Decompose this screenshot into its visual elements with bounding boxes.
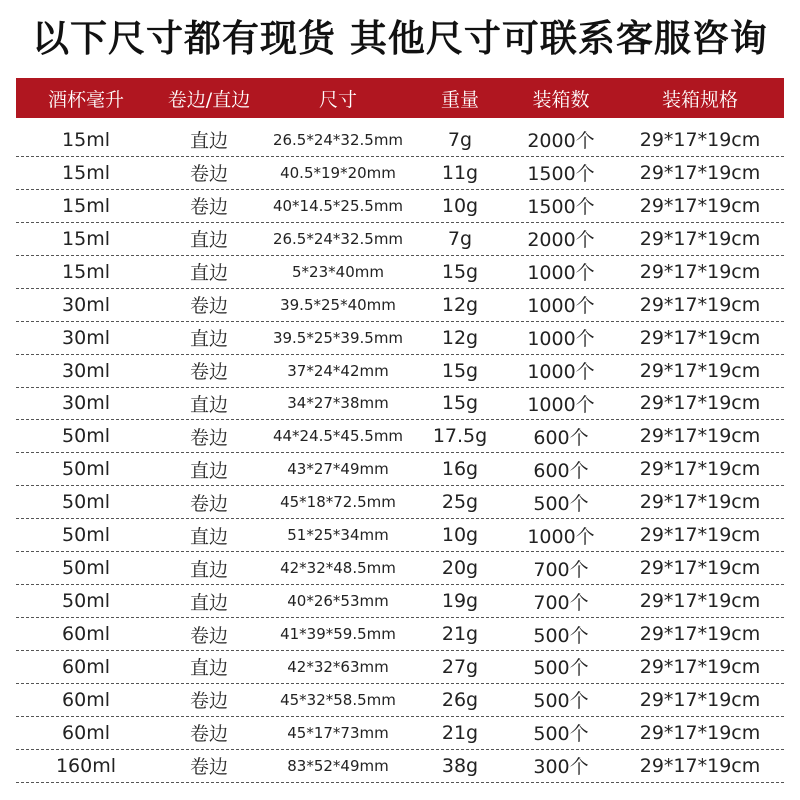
cell-size: 45*18*72.5mm: [280, 493, 396, 512]
cell-edge-type: 卷边: [189, 756, 228, 779]
header-size: 尺寸: [318, 88, 357, 111]
cell-edge-type: 卷边: [189, 361, 228, 384]
cell-box-quantity: 600个: [533, 459, 589, 482]
cell-capacity: 15ml: [62, 260, 110, 283]
cell-box-spec: 29*17*19cm: [639, 655, 761, 678]
cell-box-quantity: 1500个: [527, 196, 595, 219]
header-edge-type: 卷边/直边: [167, 88, 251, 111]
cell-capacity: 30ml: [62, 359, 110, 382]
cell-size: 5*23*40mm: [292, 262, 384, 281]
cell-edge-type: 卷边: [189, 690, 228, 713]
table-row: [16, 684, 784, 717]
table-row: [16, 157, 784, 190]
cell-box-quantity: 1000个: [527, 295, 595, 318]
cell-edge-type: 直边: [189, 393, 228, 416]
cell-box-quantity: 500个: [533, 492, 589, 515]
cell-box-spec: 29*17*19cm: [639, 623, 761, 646]
table-row: [16, 322, 784, 355]
cell-box-spec: 29*17*19cm: [639, 491, 761, 514]
cell-box-quantity: 1000个: [527, 262, 595, 285]
cell-box-spec: 29*17*19cm: [639, 590, 761, 613]
cell-box-quantity: 1000个: [527, 393, 595, 416]
table-row: [16, 618, 784, 651]
cell-weight: 15g: [441, 359, 479, 382]
cell-size: 34*27*38mm: [287, 394, 389, 413]
cell-weight: 12g: [441, 326, 479, 349]
cell-capacity: 15ml: [62, 128, 110, 151]
cell-capacity: 50ml: [62, 425, 110, 448]
table-row: [16, 453, 784, 486]
cell-capacity: 50ml: [62, 590, 110, 613]
cell-capacity: 30ml: [62, 293, 110, 316]
cell-box-spec: 29*17*19cm: [639, 128, 761, 151]
cell-capacity: 15ml: [62, 194, 110, 217]
cell-capacity: 50ml: [62, 524, 110, 547]
cell-weight: 21g: [441, 721, 479, 744]
cell-capacity: 50ml: [62, 458, 110, 481]
cell-size: 40*14.5*25.5mm: [272, 196, 404, 215]
cell-capacity: 60ml: [62, 655, 110, 678]
cell-box-quantity: 700个: [533, 591, 589, 614]
cell-weight: 19g: [441, 590, 479, 613]
cell-capacity: 30ml: [62, 326, 110, 349]
cell-size: 41*39*59.5mm: [280, 625, 396, 644]
cell-weight: 25g: [441, 491, 479, 514]
cell-box-quantity: 300个: [533, 756, 589, 779]
cell-box-quantity: 1000个: [527, 328, 595, 351]
cell-box-spec: 29*17*19cm: [639, 524, 761, 547]
cell-box-spec: 29*17*19cm: [639, 293, 761, 316]
cell-size: 42*32*63mm: [287, 657, 389, 676]
page-title: 以下尺寸都有现货 其他尺寸可联系客服咨询: [32, 17, 768, 60]
cell-box-quantity: 2000个: [527, 130, 595, 153]
table-row: [16, 717, 784, 750]
cell-box-quantity: 500个: [533, 723, 589, 746]
table-row: [16, 256, 784, 289]
cell-weight: 15g: [441, 392, 479, 415]
cell-size: 45*17*73mm: [287, 723, 389, 742]
cell-edge-type: 直边: [189, 229, 228, 252]
cell-box-quantity: 2000个: [527, 229, 595, 252]
cell-weight: 20g: [441, 557, 479, 580]
cell-box-spec: 29*17*19cm: [639, 557, 761, 580]
cell-edge-type: 直边: [189, 459, 228, 482]
cell-box-quantity: 1000个: [527, 525, 595, 548]
cell-box-quantity: 1000个: [527, 361, 595, 384]
cell-edge-type: 直边: [189, 657, 228, 680]
cell-edge-type: 直边: [189, 525, 228, 548]
cell-size: 40*26*53mm: [287, 592, 389, 611]
table-row: [16, 420, 784, 453]
cell-size: 40.5*19*20mm: [280, 163, 396, 182]
cell-edge-type: 直边: [189, 328, 228, 351]
cell-box-spec: 29*17*19cm: [639, 161, 761, 184]
cell-size: 37*24*42mm: [287, 361, 389, 380]
cell-weight: 16g: [441, 458, 479, 481]
cell-size: 26.5*24*32.5mm: [272, 130, 404, 149]
cell-capacity: 60ml: [62, 721, 110, 744]
cell-capacity: 30ml: [62, 392, 110, 415]
cell-box-spec: 29*17*19cm: [639, 754, 761, 777]
cell-box-quantity: 700个: [533, 558, 589, 581]
cell-box-spec: 29*17*19cm: [639, 227, 761, 250]
cell-size: 44*24.5*45.5mm: [272, 427, 404, 446]
cell-size: 83*52*49mm: [287, 756, 389, 775]
table-row: [16, 289, 784, 322]
cell-size: 42*32*48.5mm: [280, 559, 396, 578]
cell-capacity: 15ml: [62, 161, 110, 184]
table-row: [16, 651, 784, 684]
cell-capacity: 60ml: [62, 688, 110, 711]
table-row: [16, 750, 784, 783]
cell-weight: 7g: [447, 227, 473, 250]
cell-box-spec: 29*17*19cm: [639, 425, 761, 448]
cell-box-spec: 29*17*19cm: [639, 721, 761, 744]
header-box-quantity: 装箱数: [532, 88, 590, 111]
cell-size: 43*27*49mm: [287, 460, 389, 479]
table-row: [16, 223, 784, 256]
cell-box-spec: 29*17*19cm: [639, 194, 761, 217]
table-row: [16, 388, 784, 421]
table-header: [16, 78, 784, 118]
cell-weight: 27g: [441, 655, 479, 678]
table-row: [16, 190, 784, 223]
cell-edge-type: 直边: [189, 130, 228, 153]
cell-capacity: 15ml: [62, 227, 110, 250]
cell-weight: 7g: [447, 128, 473, 151]
cell-edge-type: 直边: [189, 262, 228, 285]
cell-weight: 10g: [441, 524, 479, 547]
cell-box-quantity: 600个: [533, 426, 589, 449]
cell-weight: 12g: [441, 293, 479, 316]
cell-box-spec: 29*17*19cm: [639, 458, 761, 481]
table-row: [16, 486, 784, 519]
cell-size: 39.5*25*39.5mm: [272, 328, 404, 347]
header-box-spec: 装箱规格: [661, 88, 738, 111]
cell-box-spec: 29*17*19cm: [639, 326, 761, 349]
table-body: [16, 124, 784, 783]
cell-capacity: 160ml: [55, 754, 117, 777]
cell-box-quantity: 500个: [533, 624, 589, 647]
cell-size: 26.5*24*32.5mm: [272, 229, 404, 248]
cell-edge-type: 直边: [189, 591, 228, 614]
header-capacity: 酒杯毫升: [47, 88, 124, 111]
cell-capacity: 60ml: [62, 623, 110, 646]
cell-box-spec: 29*17*19cm: [639, 359, 761, 382]
cell-edge-type: 卷边: [189, 295, 228, 318]
table-row: [16, 552, 784, 585]
cell-size: 51*25*34mm: [287, 526, 389, 545]
cell-size: 39.5*25*40mm: [280, 295, 396, 314]
table-row: [16, 355, 784, 388]
cell-weight: 11g: [441, 161, 479, 184]
table-row: [16, 585, 784, 618]
cell-edge-type: 卷边: [189, 624, 228, 647]
cell-box-spec: 29*17*19cm: [639, 260, 761, 283]
cell-edge-type: 卷边: [189, 492, 228, 515]
cell-box-quantity: 1500个: [527, 163, 595, 186]
cell-edge-type: 卷边: [189, 196, 228, 219]
cell-box-quantity: 500个: [533, 690, 589, 713]
cell-weight: 15g: [441, 260, 479, 283]
cell-box-quantity: 500个: [533, 657, 589, 680]
cell-weight: 38g: [441, 754, 479, 777]
cell-weight: 26g: [441, 688, 479, 711]
cell-weight: 10g: [441, 194, 479, 217]
cell-capacity: 50ml: [62, 557, 110, 580]
cell-box-spec: 29*17*19cm: [639, 392, 761, 415]
header-weight: 重量: [440, 88, 479, 111]
table-row: [16, 519, 784, 552]
cell-edge-type: 卷边: [189, 426, 228, 449]
cell-edge-type: 卷边: [189, 723, 228, 746]
cell-capacity: 50ml: [62, 491, 110, 514]
cell-weight: 21g: [441, 623, 479, 646]
cell-size: 45*32*58.5mm: [280, 690, 396, 709]
cell-edge-type: 直边: [189, 558, 228, 581]
cell-box-spec: 29*17*19cm: [639, 688, 761, 711]
cell-edge-type: 卷边: [189, 163, 228, 186]
cell-weight: 17.5g: [432, 425, 488, 448]
table-row: [16, 124, 784, 157]
